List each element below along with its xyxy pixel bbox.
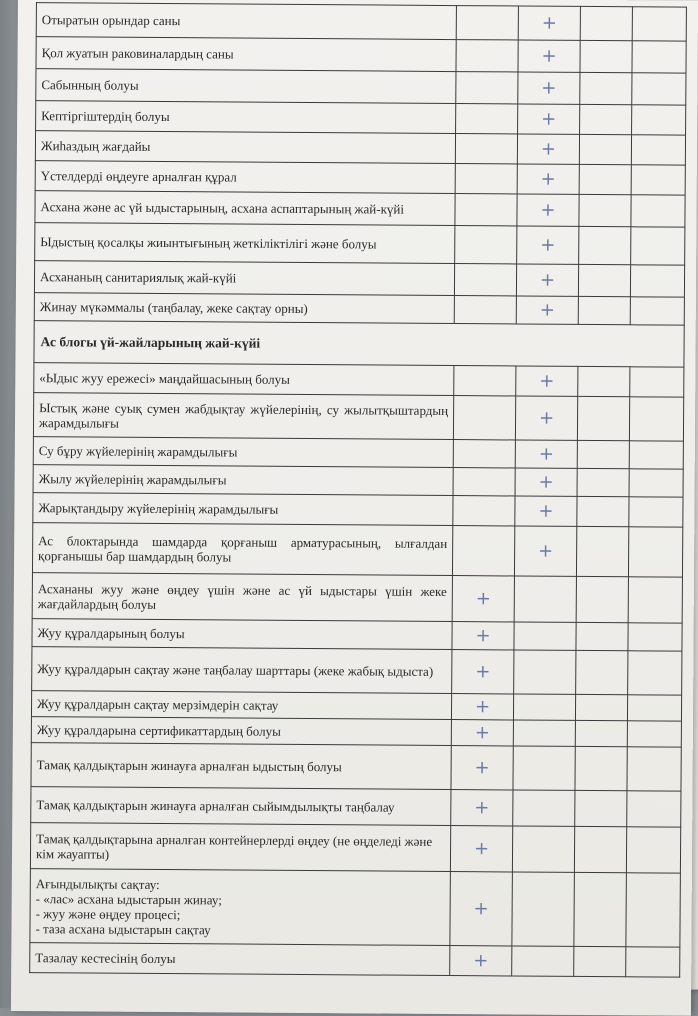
empty-cell — [578, 366, 630, 396]
empty-cell — [628, 527, 682, 577]
table-row — [30, 869, 681, 948]
check-mark: + — [518, 104, 580, 134]
table-row — [35, 191, 685, 228]
empty-cell — [513, 694, 575, 720]
criterion-label-line: - таза асхана ыдыстарын сақтау — [35, 920, 211, 937]
empty-cell — [576, 526, 628, 576]
criterion-label: Тамақ қалдықтарын жинауға арналған сыйымдылықты таңбалау — [31, 787, 451, 826]
empty-cell — [512, 946, 574, 976]
empty-cell — [579, 226, 631, 264]
table-row — [32, 573, 682, 624]
criterion-label: Асхананы жуу және өңдеу үшін және ас үй ыдыстары үшін жеке жағдайлардың болуы — [32, 573, 452, 622]
table-row — [33, 493, 683, 528]
empty-cell — [513, 746, 575, 790]
table-row — [35, 131, 685, 166]
empty-cell — [627, 695, 681, 721]
empty-cell — [628, 623, 682, 651]
criterion-label: Қол жуатын раковиналардың саны — [36, 37, 456, 72]
empty-cell — [578, 296, 630, 324]
empty-cell — [629, 441, 683, 469]
empty-cell — [577, 468, 629, 496]
empty-cell — [575, 694, 627, 720]
check-mark: + — [452, 650, 514, 694]
empty-cell — [454, 264, 516, 296]
table-row — [35, 223, 685, 266]
empty-cell — [574, 872, 627, 946]
empty-cell — [580, 72, 632, 104]
empty-cell — [575, 746, 627, 790]
table-row — [33, 437, 683, 470]
check-mark: + — [452, 622, 514, 650]
empty-cell — [632, 105, 686, 135]
empty-cell — [628, 577, 682, 623]
criterion-label: Ыдыстың қосалқы жиынтығының жеткіліктілігі және болуы — [35, 223, 455, 264]
table-row — [34, 363, 684, 398]
empty-cell — [456, 40, 518, 72]
table-row — [35, 161, 685, 196]
check-mark: + — [515, 396, 577, 440]
empty-cell — [576, 576, 628, 622]
criterion-label: Асхананың санитариялық жай-күйі — [34, 261, 454, 296]
empty-cell — [453, 468, 515, 496]
criterion-label: Асхана және ас үй ыдыстарының, асхана аспаптарының жай-күйі — [35, 191, 455, 226]
empty-cell — [629, 397, 683, 441]
empty-cell — [513, 720, 575, 746]
criterion-label: Отыратын орындар саны — [36, 3, 456, 40]
check-mark: + — [451, 720, 513, 746]
table-row — [36, 3, 686, 42]
empty-cell — [512, 872, 575, 946]
criterion-label: Жылу жүйелерінің жарамдылығы — [33, 465, 453, 496]
check-mark: + — [450, 872, 513, 946]
check-mark: + — [451, 746, 513, 790]
empty-cell — [631, 135, 685, 165]
check-mark: + — [515, 468, 577, 496]
criterion-label: Тамақ қалдықтарына арналған контейнерлерді өңдеу (не өңделеді және кім жауапты) — [30, 823, 450, 872]
table-row — [33, 465, 683, 498]
empty-cell — [580, 104, 632, 134]
empty-cell — [579, 194, 631, 226]
criterion-label: Тамақ қалдықтарын жинауға арналған ыдыстың болуы — [31, 743, 451, 790]
empty-cell — [514, 576, 576, 622]
empty-cell — [574, 826, 626, 872]
criterion-label: Жуу құралдарына сертификаттардың болуы — [31, 717, 451, 746]
empty-cell — [575, 720, 627, 746]
check-mark: + — [450, 946, 512, 976]
check-mark: + — [515, 440, 577, 468]
criterion-label: Жинау мүкәммалы (таңбалау, жеке сақтау орны) — [34, 293, 454, 324]
criterion-label: Тазалау кестесінің болуы — [30, 943, 450, 976]
empty-cell — [632, 41, 686, 73]
empty-cell — [629, 469, 683, 497]
criterion-label — [30, 869, 451, 946]
empty-cell — [455, 194, 517, 226]
check-mark: + — [517, 134, 579, 164]
empty-cell — [627, 747, 681, 791]
criterion-label: Жуу құралдарының болуы — [32, 619, 452, 650]
empty-cell — [580, 6, 632, 40]
empty-cell — [627, 721, 681, 747]
criterion-label: Жиһаздың жағдайы — [35, 131, 455, 164]
empty-cell — [578, 264, 630, 296]
empty-cell — [453, 440, 515, 468]
checklist-page — [11, 0, 698, 1016]
check-mark: + — [517, 226, 579, 264]
table-row — [31, 787, 681, 828]
criterion-label: Үстелдерді өңдеуге арналған құрал — [35, 161, 455, 194]
check-mark: + — [450, 826, 512, 872]
table-row — [34, 261, 684, 298]
empty-cell — [631, 165, 685, 195]
empty-cell — [456, 104, 518, 134]
criterion-label: Жуу құралдарын сақтау және таңбалау шарттары (жеке жабық ыдыста) — [32, 647, 452, 694]
empty-cell — [631, 195, 685, 227]
check-mark: + — [514, 526, 576, 576]
empty-cell — [579, 164, 631, 194]
criterion-label: Кептіргіштердің болуы — [36, 101, 456, 134]
empty-cell — [456, 6, 518, 40]
criterion-label-line: - «лас» асхана ыдыстарын жинау; — [35, 890, 222, 907]
empty-cell — [514, 650, 576, 694]
empty-cell — [630, 265, 684, 297]
table-row — [31, 743, 681, 792]
empty-cell — [453, 496, 515, 526]
check-mark: + — [517, 164, 579, 194]
empty-cell — [579, 134, 631, 164]
criterion-label-line: Ағындылықты сақтау: — [35, 875, 160, 892]
check-mark: + — [516, 296, 578, 324]
empty-cell — [632, 73, 686, 105]
table-row — [30, 823, 680, 874]
criterion-label: Су бұру жүйелерінің жарамдылығы — [33, 437, 453, 468]
check-mark: + — [452, 576, 514, 622]
check-mark: + — [518, 72, 580, 104]
empty-cell — [452, 526, 514, 576]
empty-cell — [576, 650, 628, 694]
empty-cell — [455, 134, 517, 164]
criterion-label: Ыстық және суық сумен жабдықтау жүйелерінің, су жылытқыштардың жарамдылығы — [33, 393, 453, 440]
criterion-label: Сабынның болуы — [36, 69, 456, 104]
empty-cell — [575, 790, 627, 826]
empty-cell — [514, 622, 576, 650]
criterion-label-line: - жуу және өңдеу процесі; — [35, 905, 181, 922]
empty-cell — [628, 651, 682, 695]
table-row — [36, 69, 686, 106]
empty-cell — [626, 827, 680, 873]
check-mark: + — [516, 264, 578, 296]
checklist-table — [29, 2, 687, 978]
table-row — [30, 943, 680, 978]
table-row — [36, 101, 686, 136]
criterion-label: Жуу құралдарын сақтау мерзімдерін сақтау — [31, 691, 451, 720]
check-mark: + — [451, 694, 513, 720]
check-mark: + — [518, 40, 580, 72]
table-row — [32, 619, 682, 652]
table-row — [36, 37, 686, 74]
table-row — [34, 293, 684, 326]
section-title: Ас блогы үй-жайларының жай-күйі — [34, 321, 684, 368]
criterion-label: Жарықтандыру жүйелерінің жарамдылығы — [33, 493, 453, 526]
empty-cell — [577, 396, 629, 440]
table-row — [32, 523, 682, 578]
empty-cell — [574, 946, 626, 976]
empty-cell — [455, 226, 517, 264]
empty-cell — [629, 497, 683, 527]
check-mark: + — [516, 366, 578, 396]
empty-cell — [513, 790, 575, 826]
empty-cell — [627, 791, 681, 827]
empty-cell — [456, 72, 518, 104]
empty-cell — [632, 7, 686, 41]
check-mark: + — [515, 496, 577, 526]
check-mark: + — [517, 194, 579, 226]
check-mark: + — [451, 790, 513, 826]
empty-cell — [577, 496, 629, 526]
empty-cell — [576, 622, 628, 650]
table-row — [32, 647, 682, 696]
table-row — [33, 393, 683, 442]
empty-cell — [626, 947, 680, 977]
criterion-label: «Ыдыс жуу ережесі» маңдайшасының болуы — [34, 363, 454, 396]
empty-cell — [453, 396, 515, 440]
empty-cell — [512, 826, 574, 872]
empty-cell — [455, 164, 517, 194]
empty-cell — [454, 366, 516, 396]
empty-cell — [577, 440, 629, 468]
empty-cell — [630, 297, 684, 325]
empty-cell — [631, 227, 685, 265]
check-mark: + — [518, 6, 580, 40]
empty-cell — [626, 873, 681, 947]
empty-cell — [580, 40, 632, 72]
criterion-label: Ас блоктарында шамдарда қорғаныш арматурасының, ылғалдан қорғанышы бар шамдардың болуы — [32, 523, 452, 576]
empty-cell — [630, 367, 684, 397]
section-row — [34, 321, 684, 368]
empty-cell — [454, 296, 516, 324]
